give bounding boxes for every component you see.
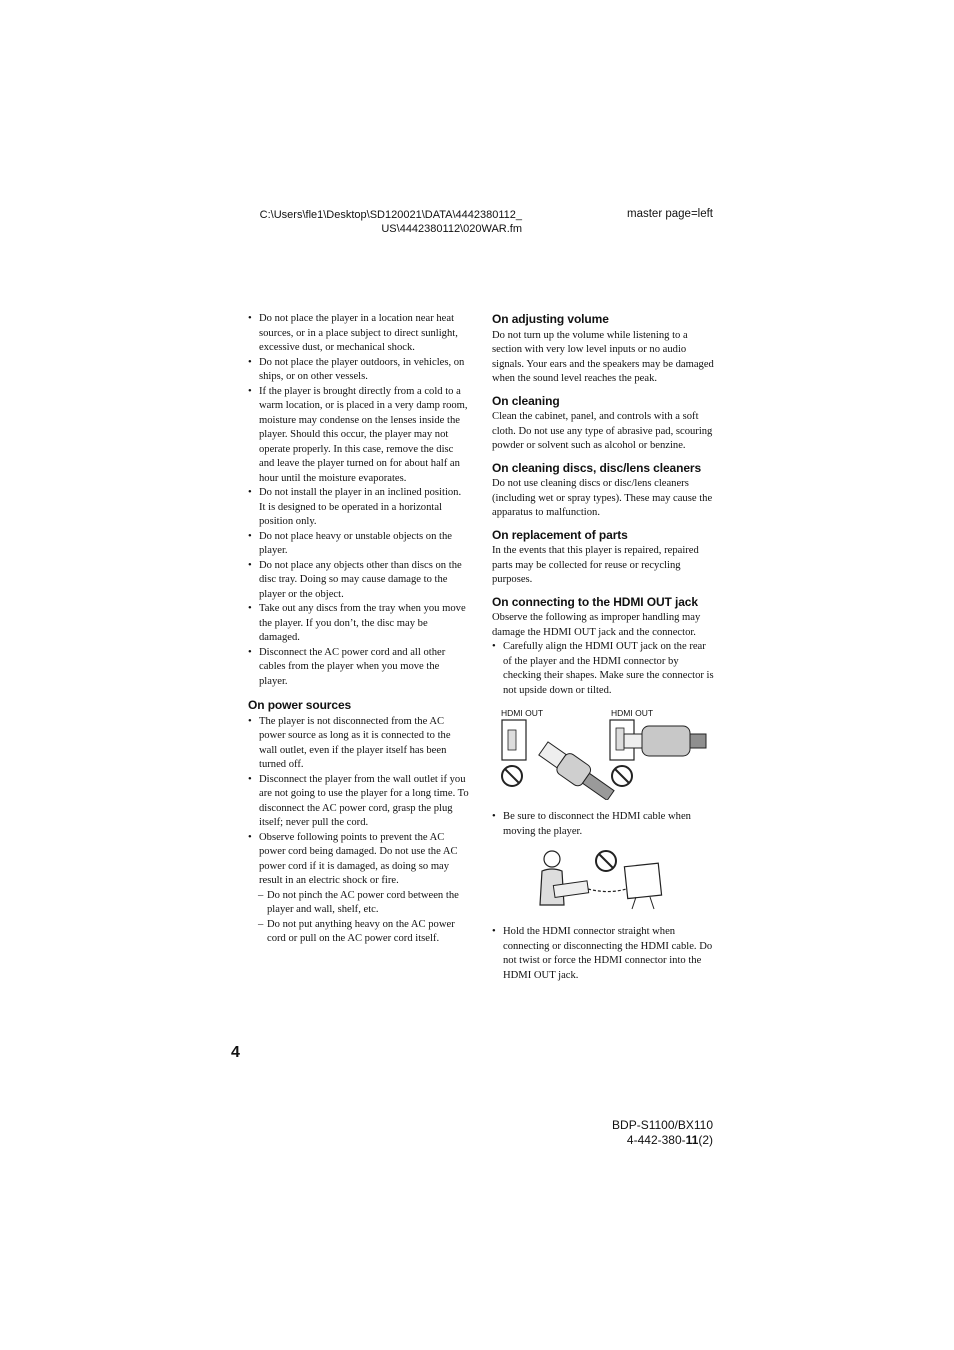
power-sources-heading: On power sources <box>248 698 352 712</box>
list-item: • Hold the HDMI connector straight when connecting or disconnecting the HDMI cable. Do not twist or force the HDMI connector into the HDMI OUT jack. <box>492 925 714 983</box>
file-path-line1: C:\Users\fle1\Desktop\SD120021\DATA\4442380112_ <box>259 209 522 221</box>
file-path <box>230 208 522 236</box>
dash-item: – Do not pinch the AC power cord between the player and wall, shelf, etc. <box>248 889 470 918</box>
list-item: • Be sure to disconnect the HDMI cable when moving the player. <box>492 810 714 839</box>
list-item: • Disconnect the AC power cord and all other cables from the player when you move the player. <box>248 646 470 690</box>
moving-player-illustration <box>532 847 672 915</box>
list-item: • Do not install the player in an inclined position. It is designed to be operated in a horizontal position only. <box>248 486 470 530</box>
list-item: • Do not place the player outdoors, in vehicles, on ships, or on other vessels. <box>248 356 470 385</box>
volume-heading: On adjusting volume <box>492 312 609 326</box>
footer <box>612 1118 713 1148</box>
cleaning-text: Clean the cabinet, panel, and controls with a soft cloth. Do not use any type of abrasive pad, scouring powder or solvent such as alcohol or benzine. <box>492 411 713 451</box>
dash-item: – Do not put anything heavy on the AC power cord or pull on the AC power cord itself. <box>248 918 470 947</box>
list-item: • Observe following points to prevent the AC power cord being damaged. Do not use the AC power cord if it is damaged, as doing so may result in an electric shock or fire. <box>248 831 470 889</box>
hdmi-out-label-2: HDMI OUT <box>611 708 654 718</box>
list-item: • Do not place heavy or unstable objects on the player. <box>248 530 470 559</box>
discs-heading: On cleaning discs, disc/lens cleaners <box>492 460 702 475</box>
right-column <box>492 312 714 983</box>
parts-text: In the events that this player is repaired, repaired parts may be collected for reuse or recycling purposes. <box>492 545 699 585</box>
hdmi-bullets-3 <box>492 925 714 983</box>
code-prefix: 4-442-380- <box>626 1133 686 1147</box>
list-item: • Do not place any objects other than discs on the disc tray. Doing so may cause damage to the player or the object. <box>248 559 470 603</box>
code-suffix: (2) <box>698 1133 713 1147</box>
hdmi-text: Observe the following as improper handling may damage the HDMI OUT jack and the connector. <box>492 612 701 638</box>
volume-text: Do not turn up the volume while listening to a section with very low level inputs or no audio signals. Your ears and the speakers may be damaged when the sound level reaches the peak. <box>492 329 714 384</box>
list-item: • Disconnect the player from the wall outlet if you are not going to use the player for a long time. To disconnect the AC power cord, grasp the plug itself; never pull the cord. <box>248 773 470 831</box>
list-item: • Do not place the player in a location near heat sources, or in a place subject to direct sunlight, excessive dust, or mechanical shock. <box>248 312 470 356</box>
master-page-label: master page=left <box>627 208 713 220</box>
list-item: • Take out any discs from the tray when you move the player. If you don’t, the disc may be damaged. <box>248 602 470 646</box>
file-path-line2: US\4442380112\020WAR.fm <box>381 223 522 235</box>
parts-heading: On replacement of parts <box>492 527 628 542</box>
list-item: • If the player is brought directly from a cold to a warm location, or is placed in a very damp room, moisture may condense on the lenses inside the player. Should this occur, the player may not operate properly. In this case, remove the disc and leave the player turned on for about half an hour until the moisture evaporates. <box>248 385 470 487</box>
page-number: 4 <box>231 1044 240 1061</box>
list-item: • The player is not disconnected from the AC power source as long as it is connected to the wall outlet, even if the player itself has been turned off. <box>248 715 470 773</box>
discs-text: Do not use cleaning discs or disc/lens cleaners (including wet or spray types). These may cause the apparatus to malfunction. <box>492 478 713 518</box>
code-bold: 11 <box>685 1133 699 1147</box>
hdmi-heading: On connecting to the HDMI OUT jack <box>492 594 698 609</box>
cleaning-heading: On cleaning <box>492 393 560 408</box>
hdmi-out-label-1: HDMI OUT <box>501 708 544 718</box>
power-bullets <box>248 715 470 947</box>
hdmi-bullets-2 <box>492 810 714 839</box>
list-item: • Carefully align the HDMI OUT jack on the rear of the player and the HDMI connector by checking their shapes. Make sure the connector is not upside down or tilted. <box>492 640 714 698</box>
moving-player-figure <box>532 847 746 915</box>
hdmi-connector-figure <box>498 706 712 800</box>
model-number: BDP-S1100/BX110 <box>612 1118 713 1132</box>
left-column <box>248 312 470 947</box>
hdmi-bullets-1 <box>492 640 714 698</box>
document-code <box>612 1133 713 1148</box>
placement-bullets <box>248 312 470 689</box>
